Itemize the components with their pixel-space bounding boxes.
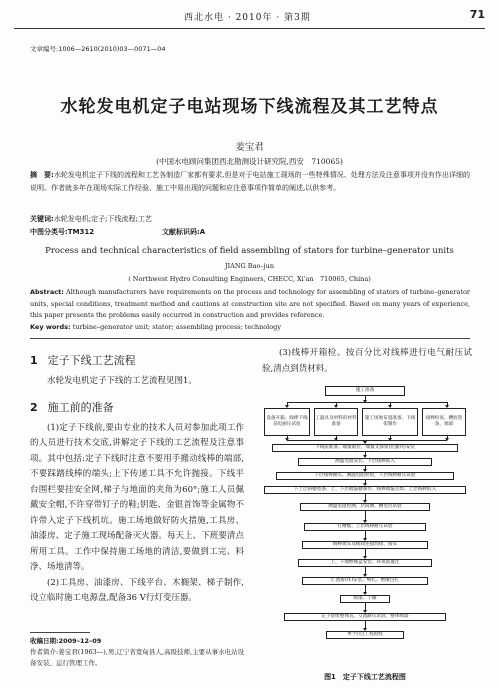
flow-arrow xyxy=(365,452,366,457)
english-author: JIANG Bao–jun xyxy=(224,262,275,270)
article-number: 文章编号:1006—2610(2010)03—0071—04 xyxy=(30,45,166,53)
english-affiliation: ( Northwest Hydro Consulting Engineers, CHECC, Xi'an 710065, China) xyxy=(128,275,371,283)
flow-arrow xyxy=(365,621,366,630)
flow-connector xyxy=(390,436,391,440)
document-code: 文献标识码:A xyxy=(162,228,206,236)
abstract-text: 水轮发电机定子下线的流程和工艺各制造厂家都有要求,但是对于电站施工现场的一些特殊情况、处理方法及注意事项并没有作出详细的说明。作者就多年在现场实际工作经验、施工中易出现的问题和应注意事项作简单的阐述,以供参考。 xyxy=(30,171,470,192)
flow-arrow xyxy=(365,440,366,443)
received-date: 收稿日期:2009–12–09 xyxy=(30,637,102,645)
chinese-keywords xyxy=(30,214,152,224)
section-number: 1 xyxy=(30,354,38,367)
process-flowchart xyxy=(262,384,468,666)
section-heading xyxy=(30,399,244,415)
flow-connector xyxy=(447,436,448,440)
body-paragraph: (3)线棒开箱检。按百分比对线棒进行电气耐压试验,清点到货材料。 xyxy=(262,348,472,374)
flow-connector xyxy=(336,436,337,440)
english-abstract xyxy=(30,287,470,322)
body-paragraph: (2)工具房、油漆房、下线平台、木搁架、梯子制作,设立临时施工电源盘,配备36 V行灯变压器。 xyxy=(30,577,244,603)
flow-arrow xyxy=(365,585,366,594)
journal-issue: 西北水电 · 2010年 · 第3期 xyxy=(184,13,311,23)
keywords-label: 关键词: xyxy=(30,215,54,223)
footnote-rule xyxy=(30,632,90,633)
author-bio: 作者简介:姜宝君(1963—),男,辽宁省宽甸县人,高级技师,主要从事水电站设备安装、运行管理工作。 xyxy=(30,648,245,667)
english-abstract-label: Abstract: xyxy=(30,288,64,296)
author-affiliation: (中国水电顾问集团西北勘测设计研究院,西安 710065) xyxy=(156,157,343,166)
classification-line xyxy=(30,227,330,237)
left-column xyxy=(30,346,244,607)
flow-arrow xyxy=(365,549,366,558)
flow-prep-box: 施工场地布置准备、下线架制作 xyxy=(362,408,418,436)
flow-step-start: 施工准备 xyxy=(325,386,405,396)
flow-step: 喷漆、干燥 xyxy=(340,595,390,603)
body-paragraph: 水轮发电机定子下线的工艺流程见图1。 xyxy=(47,376,197,386)
english-keywords-text: turbine–generator unit; stator; assembling process; technology xyxy=(72,323,281,331)
body-paragraph: (1)定子下线前,要由专业的技术人员对参加此项工作的人员进行技术交底,讲解定子下线的工艺流程及注意事项。其中包括:定子下线时注意不要用手搬动线棒的端部,不要踩踏线棒的端头;上下传递工具不允许抛接。下线平台围栏要挂安全网,梯子与地面的夹角为60°;施工人员佩戴安全帽,不许穿带钉子的鞋;钥匙、金银首饰等金属物不许带入定子下线机坑。施工场地做好防火措施,工具房、油漆房、定子施工现场配备灭火器。每天上、下班要清点所用工具。工作中保持施工场地的清洁,要做到工完、料净、场地清等。 xyxy=(30,422,244,572)
flow-arrow xyxy=(365,480,366,485)
flow-arrow xyxy=(365,466,366,471)
flow-step: 测温电阻安装、下层线棒嵌入 xyxy=(298,458,432,466)
flow-prep-box: 工器具及材料的材料准备 xyxy=(314,408,358,436)
flow-arrow xyxy=(390,402,391,407)
flow-arrow xyxy=(365,567,366,576)
section-title: 施工前的准备 xyxy=(47,400,114,414)
figure-caption: 图1 定子下线工艺流程图 xyxy=(324,673,406,681)
clc-number: 中图分类号:TM312 xyxy=(30,228,95,236)
english-title: Process and technical characteristics of field assembling of stators for turbine–generator units xyxy=(45,246,454,256)
page-number: 71 xyxy=(469,8,485,21)
flow-branch-line xyxy=(287,402,447,403)
flow-step: 测温电阻检测、层间测、槽电位试验 xyxy=(300,503,430,511)
english-abstract-text: Although manufacturers have requirements on the process and technology for assembling of stators of turbine–generator units, special conditions, treatment method and cautions at construction site are not specified. Based on many years of experience, this paper presents the problems easily occurred in construction and provides reference. xyxy=(30,288,470,319)
flow-arrow xyxy=(365,494,366,502)
english-keywords-label: Key words: xyxy=(30,323,71,331)
flow-step: 下线前准备、端箍就位、端箍支撑架(托腿块)安装 xyxy=(272,444,458,452)
section-heading xyxy=(30,352,244,368)
section-divider xyxy=(30,338,470,339)
right-column xyxy=(262,346,472,377)
flow-arrow xyxy=(365,603,366,612)
flow-step-end: 单个(元)工程验收 xyxy=(326,631,404,639)
flow-step: 打槽楔、上层线棒耐压试验 xyxy=(304,523,426,531)
flow-step: 定子绕组整体直、交流耐压试验、整体喷漆 xyxy=(284,613,446,621)
paper-title: 水轮发电机定子电站现场下线流程及其工艺特点 xyxy=(60,97,439,117)
flow-arrow xyxy=(287,402,288,407)
flow-step: 下上层斜楔垫条、上、下层端箍腱制作、线棒端箍点焊、上层线棒嵌入 xyxy=(264,486,466,494)
author-name: 姜宝君 xyxy=(235,142,264,153)
section-number: 2 xyxy=(30,400,38,414)
english-keywords xyxy=(30,323,281,331)
keywords-text: 水轮发电机;定子;下线流程;工艺 xyxy=(53,215,152,223)
running-header xyxy=(14,6,485,29)
flow-prep-box: 设备开箱、线棒下线前电耐压试验 xyxy=(264,408,310,436)
flow-prep-box: 线棒检查、槽底垫条、端部 xyxy=(422,408,466,436)
flow-arrow xyxy=(365,531,366,540)
flow-step: 上、下端绝缘盒安装、环氧胶灌注 xyxy=(298,559,432,567)
flow-arrow xyxy=(447,402,448,407)
footnote xyxy=(30,636,250,669)
flow-step: 线棒端头及极间连接焊接、接头 xyxy=(302,541,428,549)
flow-step: 下层线棒耐压、测温电阻检验、下层线棒耐压试验 xyxy=(276,472,454,480)
chinese-abstract xyxy=(30,169,470,195)
section-title: 定子下线工艺流程 xyxy=(47,354,136,367)
abstract-label: 摘 要: xyxy=(30,171,54,179)
flow-arrow xyxy=(365,511,366,522)
flow-connector xyxy=(287,436,288,440)
flow-arrow xyxy=(336,402,337,407)
flow-step: 汇流排(环)安装、绑扎、绝缘包扎 xyxy=(302,577,428,585)
